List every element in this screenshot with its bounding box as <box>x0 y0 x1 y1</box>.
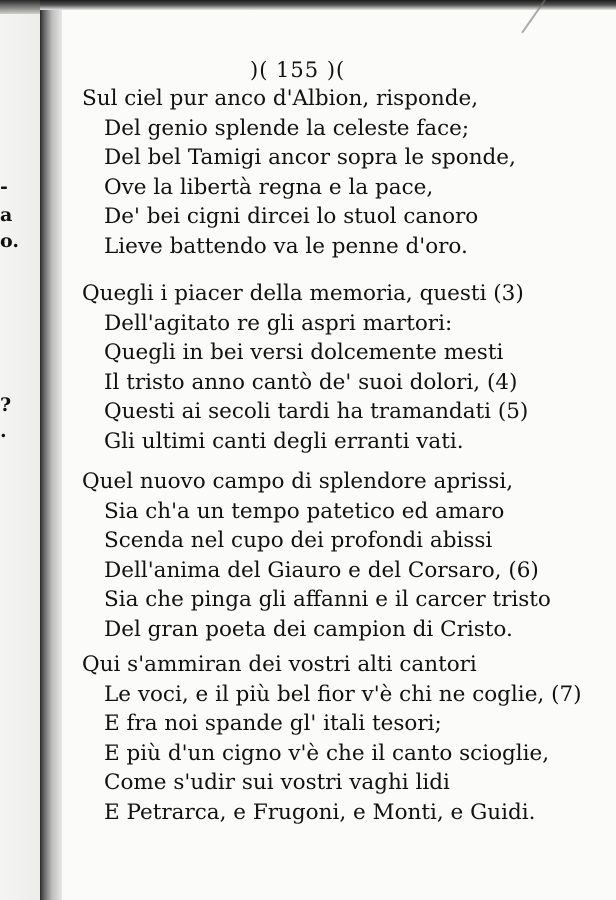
verse-line: Lieve battendo va le penne d'oro. <box>104 233 468 259</box>
verse-line: Scenda nel cupo dei profondi abissi <box>104 528 493 553</box>
verse-line: E fra noi spande gl' itali tesori; <box>104 711 442 736</box>
verse-line: Ove la libertà regna e la pace, <box>104 174 434 200</box>
verse-line: Sia che pinga gli affanni e il carcer tristo <box>104 587 551 612</box>
verse-line: E Petrarca, e Frugoni, e Monti, e Guidi. <box>104 799 536 825</box>
page-shadow-corner <box>0 0 44 14</box>
previous-page-fragment: - <box>0 176 8 198</box>
verse-line: Quel nuovo campo di splendore aprissi, <box>82 469 514 494</box>
verse-line: Sul ciel pur anco d'Albion, risponde, <box>82 86 479 111</box>
verse-line: Gli ultimi canti degli erranti vati. <box>104 428 464 454</box>
stanza-3 <box>82 467 602 644</box>
stanza-4 <box>82 650 602 827</box>
previous-page-fragment: ? <box>0 394 12 416</box>
verse-line: Del gran poeta dei campion di Cristo. <box>104 616 513 642</box>
book-gutter <box>40 0 62 900</box>
verse-line: Sia ch'a un tempo patetico ed amaro <box>104 498 505 524</box>
verse-line: De' bei cigni dircei lo stuol canoro <box>104 204 479 229</box>
verse-line: Qui s'ammiran dei vostri alti cantori <box>82 652 477 677</box>
previous-page-fragment: o. <box>0 230 19 252</box>
previous-page-fragment: . <box>0 420 7 442</box>
verse-line: Del genio splende la celeste face; <box>104 115 470 141</box>
verse-line: Il tristo anno cantò de' suoi dolori, (4) <box>104 369 518 395</box>
page-top-shadow <box>40 0 616 10</box>
verse-line: Questi ai secoli tardi ha tramandati (5) <box>104 399 529 424</box>
verse-line: Dell'agitato re gli aspri martori: <box>104 310 453 336</box>
verse-line: Quegli in bei versi dolcemente mesti <box>104 340 504 365</box>
previous-page-edge <box>0 0 44 900</box>
stanza-1 <box>82 84 602 261</box>
verse-line: Dell'anima del Giauro e del Corsaro, (6) <box>104 557 539 583</box>
verse-line: Quegli i piacer della memoria, questi (3) <box>82 281 524 306</box>
stanza-2 <box>82 279 602 456</box>
verse-line: E più d'un cigno v'è che il canto scioglie, <box>104 740 550 766</box>
verse-line: Del bel Tamigi ancor sopra le sponde, <box>104 145 516 170</box>
verse-line: Come s'udir sui vostri vaghi lidi <box>104 770 450 795</box>
previous-page-fragment: a <box>0 204 13 226</box>
page-number: )( 155 )( <box>250 58 346 82</box>
verse-line: Le voci, e il più bel fior v'è chi ne coglie, (7) <box>104 681 582 707</box>
